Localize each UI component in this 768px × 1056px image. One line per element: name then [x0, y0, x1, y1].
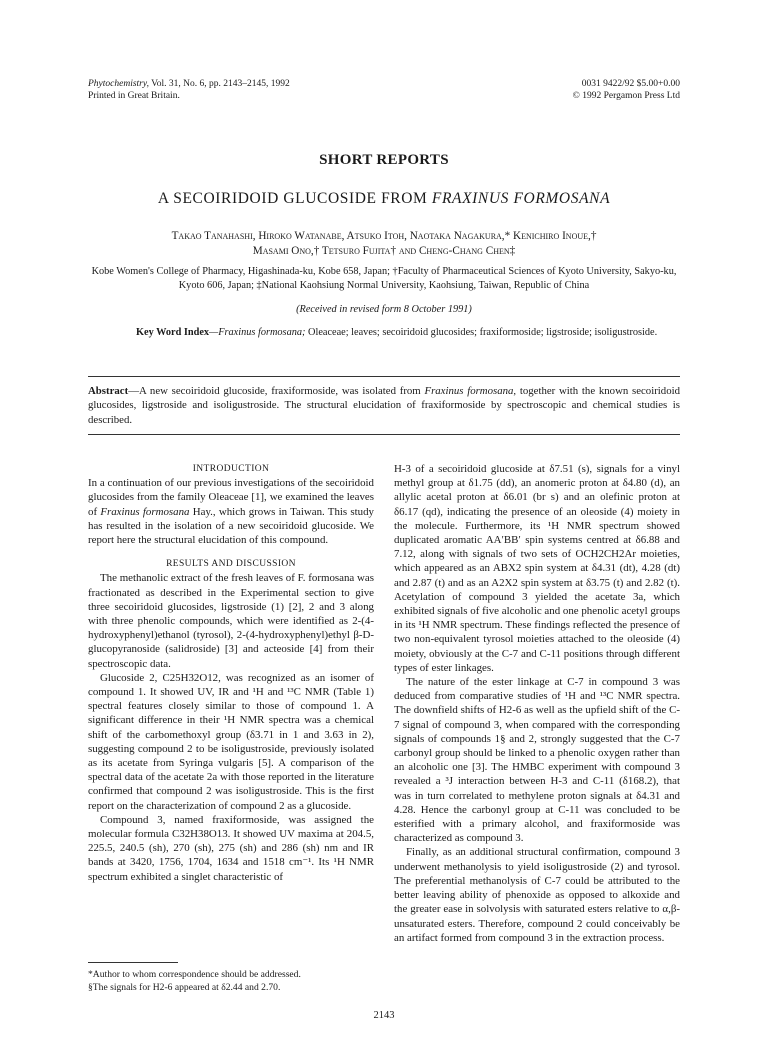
- authors: [88, 229, 680, 259]
- intro-paragraph: [88, 476, 374, 547]
- footnote-signals: §The signals for H2-6 appeared at δ2.44 and 2.70.: [88, 982, 281, 993]
- results-paragraph-3: Compound 3, named fraxiformoside, was assigned the molecular formula C32H38O13. It showed UV maxima at 204.5, 225.5, 240.5 (sh), 270 (sh), 275 (sh) and 286 (sh) nm and IR bands at 3420, 1756, 1704, 1634 and 1518 cm⁻¹. Its ¹H NMR spectrum exhibited a singlet characteristic of: [88, 813, 374, 883]
- right-paragraph-1: H-3 of a secoiridoid glucoside at δ7.51 (s), signals for a vinyl methyl group at δ1.75 (dd), an anomeric proton at δ4.80 (d), an allylic acetal proton at δ6.01 (br s) and an olefinic proton at δ6.17 (qd), indicating the presence of an oleoside (4) moiety in the molecule. Furthermore, its ¹H NMR spectrum showed duplicated aromatic AA′BB′ spin systems centred at δ6.88 and 7.12, along with signals of two sets of OCH2CH2Ar moieties, which appeared as an ABX2 spin system at δ4.31 (dt), 4.28 (dt) and 2.87 (t) and as an A2X2 spin system at δ3.75 (t) and 2.82 (t). Acetylation of compound 3 yielded the acetate 3a, which exhibited signals of five alcoholic and one phenolic acetyl groups in its ¹H NMR spectrum. These findings reflected the presence of two non-equivalent tyrosol moieties attached to the oleoside (4) moiety, obviously at the C-7 and C-11 positions through different types of ester linkages.: [394, 463, 680, 674]
- results-paragraph-1: The methanolic extract of the fresh leaves of F. formosana was fractionated as described in the Experimental section to give three secoiridoid glucosides, ligstroside (1) [2], 2 and 3 along with three phenolic compounds, which were identified as 2-(4-hydroxyphenyl)ethanol (tyrosol), 2-(4-hydroxyphenyl)ethyl β-D-glucopyranoside (salidroside) [3] and acteoside [4] from their spectroscopic data.: [88, 572, 374, 670]
- copyright: © 1992 Pergamon Press Ltd: [572, 91, 680, 101]
- right-column: [394, 462, 680, 945]
- keywords: [136, 326, 680, 340]
- title-species: FRAXINUS FORMOSANA: [431, 190, 611, 207]
- intro-text-a: In a continuation of our previous investigations of the secoiridoid glucosides from the family Oleaceae [1], we examined the leaves of: [88, 477, 374, 518]
- citation: Vol. 31, No. 6, pp. 2143–2145, 1992: [148, 79, 290, 89]
- affiliations: Kobe Women's College of Pharmacy, Higashinada-ku, Kobe 658, Japan; †Faculty of Pharmaceutical Sciences of Kyoto University, Sakyo-ku, Kyoto 606, Japan; ‡National Kaohsiung Normal University, Kaohsiung, Taiwan, Republic of China: [91, 266, 677, 291]
- running-header-left: [88, 78, 290, 102]
- keywords-species: —Fraxinus formosana;: [209, 327, 306, 338]
- authors-line-1: Takao Tanahashi, Hiroko Watanabe, Atsuko Itoh, Naotaka Nagakura,* Kenichiro Inoue,†: [171, 230, 597, 242]
- left-column: [88, 462, 374, 884]
- issn-price: 0031 9422/92 $5.00+0.00: [581, 79, 680, 89]
- abstract: [88, 384, 680, 427]
- right-paragraph-3: Finally, as an additional structural confirmation, compound 3 underwent methanolysis to yield isoligustroside (2) and tyrosol. The preferential methanolysis of C-7 could be attributed to the better leaving ability of phenoxide as opposed to alkoxide and the greater ease in solvolysis with saturated esters relative to α,β-unsaturated esters. Therefore, compound 2 could conceivably be an artifact formed from compound 3 in the extraction process.: [394, 846, 680, 944]
- footnote-rule: [88, 962, 178, 963]
- abstract-bottom-rule: [88, 434, 680, 435]
- intro-species: Fraxinus formosana: [100, 505, 190, 518]
- intro-text-b: Hay., which grows in Taiwan. This study has resulted in the isolation of a new secoiridoid glucoside. We report here the structural elucidation of this compound.: [88, 505, 375, 547]
- running-header-right: [573, 78, 680, 102]
- intro-heading: INTRODUCTION: [192, 464, 270, 474]
- journal-name: Phytochemistry,: [88, 79, 149, 89]
- keywords-text: Oleaceae; leaves; secoiridoid glucosides; fraxiformoside; ligstroside; isoligustroside.: [305, 327, 658, 338]
- footnote-correspondence: *Author to whom correspondence should be addressed.: [88, 969, 301, 980]
- title-plain: A SECOIRIDOID GLUCOSIDE FROM: [157, 190, 432, 207]
- authors-line-2: Masami Ono,† Tetsuro Fujita† and Cheng-Chang Chen‡: [252, 245, 516, 257]
- section-title: SHORT REPORTS: [319, 152, 449, 168]
- results-heading: RESULTS AND DISCUSSION: [166, 559, 296, 570]
- abstract-top-rule: [88, 376, 680, 377]
- printed-in: Printed in Great Britain.: [88, 91, 180, 101]
- abstract-species: Fraxinus formosana: [424, 385, 514, 397]
- abstract-text-2: , together with the known secoiridoid glucosides, ligstroside and isoligustroside. The structural elucidation of fraxiformoside by spectroscopic and chemical studies is described.: [88, 385, 680, 426]
- abstract-text-1: —A new secoiridoid glucoside, fraxiformoside, was isolated from: [128, 385, 425, 397]
- page-number: 2143: [373, 1010, 395, 1021]
- paper-title: [0, 190, 768, 208]
- results-paragraph-2: Glucoside 2, C25H32O12, was recognized as an isomer of compound 1. It showed UV, IR and ¹H and ¹³C NMR (Table 1) spectral features closely similar to those of compound 1. A significant difference in their ¹H NMR spectra was a chemical shift of the carbomethoxyl group (δ3.71 in 1 and 3.63 in 2), suggesting compound 2 to be isoligustroside, previously isolated as its acetate from Syringa vulgaris [5]. A comparison of the spectral data of the acetate 2a with those reported in the literature confirmed that compound 2 was isoligustroside. This is the first report on the characterization of compound 2 as a glucoside.: [88, 671, 374, 812]
- right-paragraph-2: The nature of the ester linkage at C-7 in compound 3 was deduced from comparative studies of ¹H and ¹³C NMR spectra. The downfield shifts of H2-6 as well as the upfield shift of the C-7 signal of compound 3, when compared with the corresponding signals of compounds 1§ and 2, strongly suggested that the C-7 carbonyl group should be linked to a phenolic oxygen rather than an alcoholic one [3]. The HMBC experiment with compound 3 revealed a ³J interaction between H-3 and C-11 (δ168.2), that was in turn correlated to methylene proton signals at δ4.31 and 4.28. Hence the carbonyl group at C-11 was concluded to be esterified with a primary alcohol, and fraxiformoside was characterized as compound 3.: [394, 676, 680, 845]
- abstract-label: Abstract: [88, 385, 129, 397]
- keywords-label: Key Word Index: [136, 327, 210, 338]
- footnotes: [88, 968, 374, 994]
- received-date: (Received in revised form 8 October 1991): [296, 304, 472, 315]
